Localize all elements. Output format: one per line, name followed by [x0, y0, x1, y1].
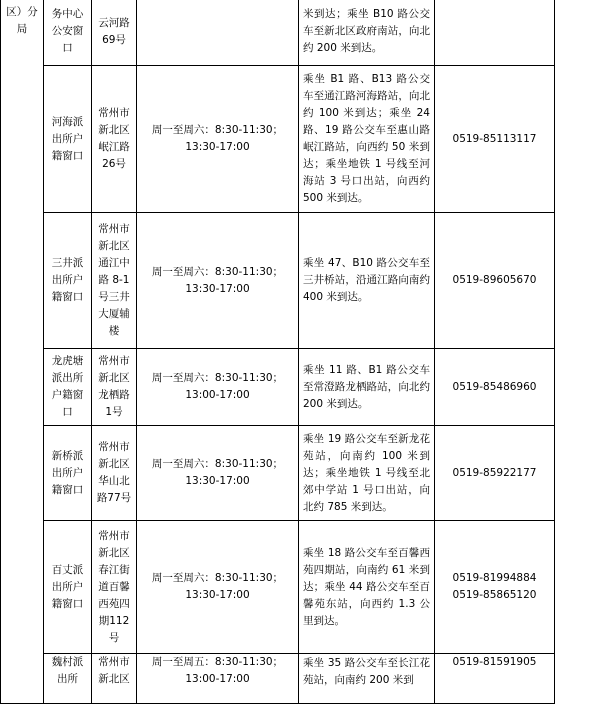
office-address: 常州市新北区春江街道百馨西苑四期112号: [92, 521, 137, 654]
table-row: [1, 654, 555, 704]
office-address: 常州市新北区龙栖路1号: [92, 349, 137, 426]
office-name: 三井派出所户籍窗口: [44, 213, 92, 349]
office-directions: 乘坐 11 路、B1 路公交车至常澄路龙栖路站，向北约 200 米到达。: [299, 349, 435, 426]
office-hours: 周一至周六：8:30-11:30；13:00-17:00: [137, 349, 299, 426]
office-directions: 米到达；乘坐 B10 路公交车至新北区政府南站，向北约 200 米到达。: [299, 0, 435, 66]
office-address: 常州市新北区: [92, 654, 137, 704]
office-directions: 乘坐 47、B10 路公交车至三井桥站，沿通江路向南约 400 米到达。: [299, 213, 435, 349]
district-name: 区）分局: [6, 6, 38, 35]
office-address: 常州市新北区岷江路26号: [92, 66, 137, 213]
office-phone-cell: [435, 521, 555, 654]
office-name: 龙虎塘派出所户籍窗口: [44, 349, 92, 426]
office-phone: 0519-81591905: [435, 654, 555, 704]
office-hours: 周一至周六：8:30-11:30；13:30-17:00: [137, 426, 299, 521]
table-row: [1, 66, 555, 213]
office-phone: 0519-89605670: [435, 213, 555, 349]
office-directions: 乘坐 19 路公交车至新龙花苑站，向南约 100 米到达；乘坐地铁 1 号线至北郊中学站 1 号口出站，向北约 785 米到达。: [299, 426, 435, 521]
table-row: [1, 349, 555, 426]
office-address: 常州市新北区通江中路 8-1 号三井大厦辅楼: [92, 213, 137, 349]
office-address: 云河路69号: [92, 0, 137, 66]
office-phone-secondary: 0519-85865120: [452, 589, 537, 601]
office-phone: [435, 0, 555, 66]
office-name: 魏村派出所: [44, 654, 92, 704]
office-phone: 0519-85486960: [435, 349, 555, 426]
office-name: 新桥派出所户籍窗口: [44, 426, 92, 521]
office-hours: 周一至周六：8:30-11:30；13:30-17:00: [137, 66, 299, 213]
office-address: 常州市新北区华山北路77号: [92, 426, 137, 521]
office-hours: 周一至周五：8:30-11:30；13:00-17:00: [137, 654, 299, 704]
table-row: [1, 426, 555, 521]
table-row: [1, 521, 555, 654]
office-directions: 乘坐 B1 路、B13 路公交车至通江路河海路站，向北约 100 米到达；乘坐 24 路、19 路公交车至惠山路岷江路站，向西约 50 米到达；乘坐地铁 1 号线至河海站 3 号口出站，向西约 500 米到达。: [299, 66, 435, 213]
office-name: 务中心公安窗口: [44, 0, 92, 66]
office-hours: [137, 0, 299, 66]
office-directions: 乘坐 18 路公交车至百馨西苑四期站，向南约 61 米到达；乘坐 44 路公交车至百馨苑东站，向西约 1.3 公里到达。: [299, 521, 435, 654]
office-hours: 周一至周六：8:30-11:30；13:30-17:00: [137, 521, 299, 654]
office-directions: 乘坐 35 路公交车至长江花苑站，向南约 200 米到: [299, 654, 435, 704]
office-phone: 0519-85113117: [435, 66, 555, 213]
office-name: 河海派出所户籍窗口: [44, 66, 92, 213]
office-phone: 0519-85922177: [435, 426, 555, 521]
table-row: [1, 213, 555, 349]
office-phone: 0519-81994884: [452, 572, 537, 584]
office-name: 百丈派出所户籍窗口: [44, 521, 92, 654]
table-row: [1, 0, 555, 66]
office-hours: 周一至周六：8:30-11:30；13:30-17:00: [137, 213, 299, 349]
district-cell: [1, 0, 44, 704]
